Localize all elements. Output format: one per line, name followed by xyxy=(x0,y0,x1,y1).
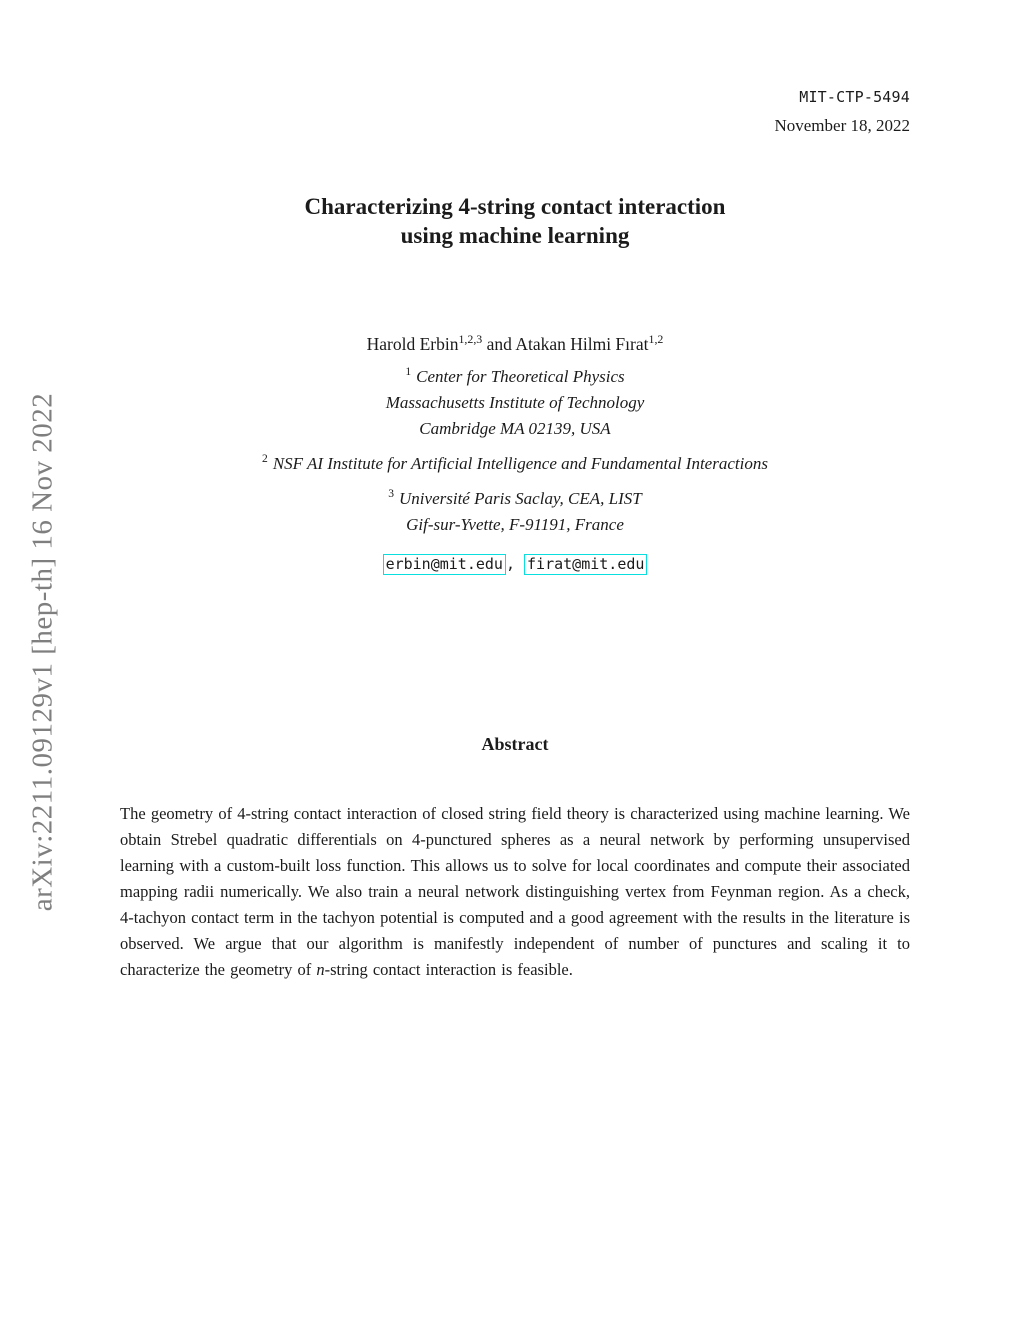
author-2-affiliation-sup: 1,2 xyxy=(648,332,664,347)
paper-title-line2: using machine learning xyxy=(400,223,630,248)
affiliation-1-line3: Cambridge MA 02139, USA xyxy=(419,419,611,438)
affiliation-3-text: Université Paris Saclay, CEA, LIST xyxy=(399,489,642,508)
authors-line xyxy=(120,334,910,355)
abstract-math-variable: n xyxy=(316,960,325,979)
abstract-body-part1: The geometry of 4-string contact interaction of closed string field theory is characterized using machine learning. We obtain Strebel quadratic differentials on 4-punctured spheres as a neural network by performing unsupervised learning with a custom-built loss function. This allows us to solve for local coordinates and compute their associated mapping radii numerically. We also train a neural network distinguishing vertex from Feynman region. As a check, 4-tachyon contact term in the tachyon potential is computed and a good agreement with the results in the literature is observed. We argue that our algorithm is manifestly independent of number of punctures and scaling it to characterize the geometry of xyxy=(120,804,910,979)
email-link-erbin[interactable]: erbin@mit.edu xyxy=(383,554,506,575)
email-link-firat[interactable]: firat@mit.edu xyxy=(524,554,647,575)
affiliation-3-line1 xyxy=(120,486,910,512)
author-name-1: Harold Erbin xyxy=(366,334,459,354)
abstract-body-part2: -string contact interaction is feasible. xyxy=(324,960,573,979)
abstract-heading: Abstract xyxy=(481,734,549,754)
submission-date: November 18, 2022 xyxy=(774,116,910,135)
affiliation-2-text: NSF AI Institute for Artificial Intelligence and Fundamental Interactions xyxy=(272,454,768,473)
emails-separator: , xyxy=(505,555,525,573)
paper-header xyxy=(120,0,910,136)
affiliation-3-sup: 3 xyxy=(388,487,395,501)
author-name-2: Atakan Hilmi Fırat xyxy=(515,334,649,354)
paper-title xyxy=(120,192,910,250)
author-1-affiliation-sup: 1,2,3 xyxy=(458,332,483,347)
abstract-text xyxy=(120,801,910,983)
affiliation-1-line1 xyxy=(120,364,910,390)
affiliation-1-text: Center for Theoretical Physics xyxy=(416,367,625,386)
affiliation-2-line1 xyxy=(120,451,910,477)
emails-line xyxy=(120,551,910,578)
affiliation-3 xyxy=(120,486,910,538)
paper-title-line1: Characterizing 4-string contact interaction xyxy=(304,194,726,219)
report-number: MIT-CTP-5494 xyxy=(799,88,910,106)
affiliation-1 xyxy=(120,364,910,442)
affiliation-2 xyxy=(120,451,910,477)
affiliation-3-line2: Gif-sur-Yvette, F-91191, France xyxy=(406,515,624,534)
affiliation-2-sup: 2 xyxy=(262,452,268,466)
paper-content xyxy=(120,0,910,983)
arxiv-watermark: arXiv:2211.09129v1 [hep-th] 16 Nov 2022 xyxy=(26,392,59,912)
authors-connector: and xyxy=(482,334,516,354)
affiliation-1-line2: Massachusetts Institute of Technology xyxy=(385,393,645,412)
affiliation-1-sup: 1 xyxy=(405,365,412,379)
